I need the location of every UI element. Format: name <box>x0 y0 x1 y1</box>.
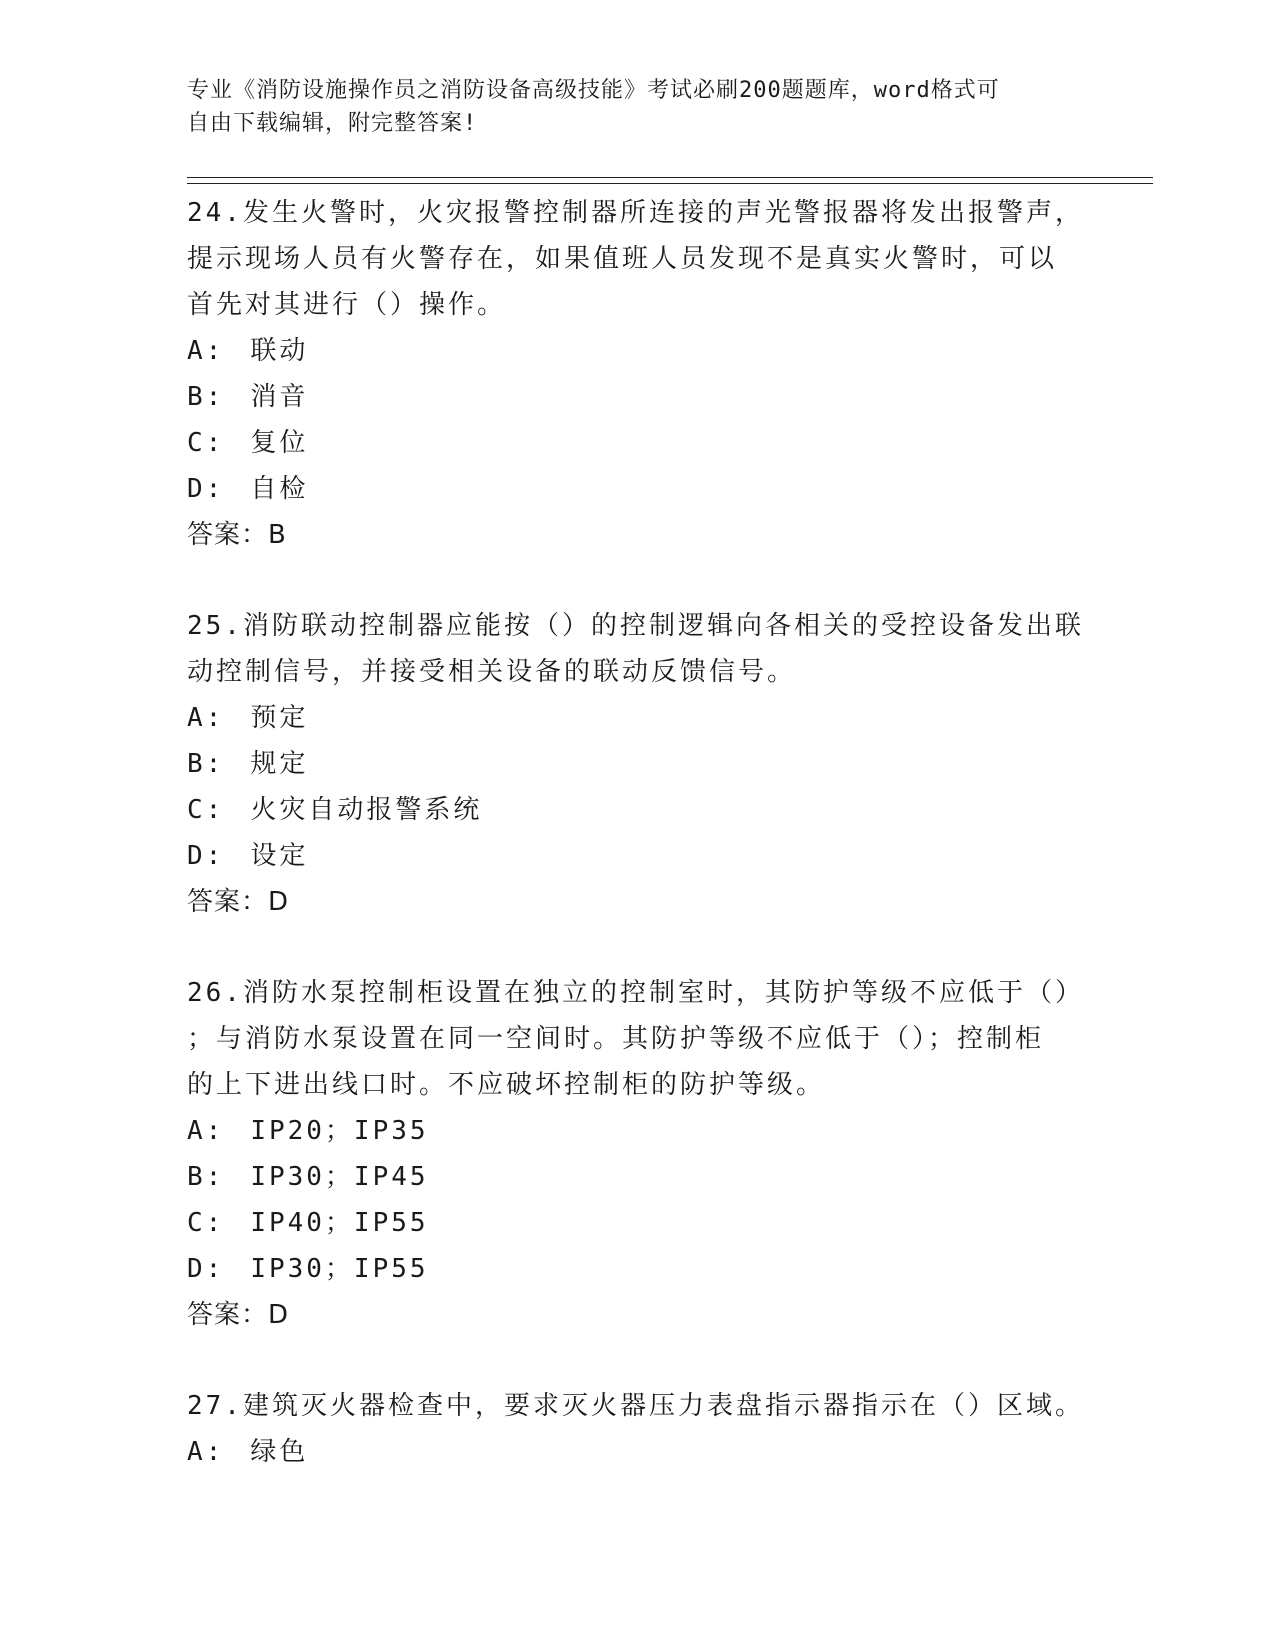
answer-line: 答案：B <box>187 520 287 550</box>
option-key: B: <box>187 749 225 779</box>
question-stem-line: 动控制信号，并接受相关设备的联动反馈信号。 <box>187 657 797 687</box>
question-stem-line: 27.建筑灭火器检查中，要求灭火器压力表盘指示器指示在（）区域。 <box>187 1391 1084 1421</box>
option-text: 绿色 <box>250 1437 309 1467</box>
question-stem-line: ；与消防水泵设置在同一空间时。其防护等级不应低于（）；控制柜 <box>187 1024 1045 1054</box>
option-text: 自检 <box>250 474 309 504</box>
option-text: IP20；IP35 <box>250 1116 429 1146</box>
option-text: 规定 <box>250 749 309 779</box>
option-c <box>187 420 1087 466</box>
question-stem-line: 的上下进出线口时。不应破坏控制柜的防护等级。 <box>187 1070 826 1100</box>
option-key: C: <box>187 428 225 458</box>
option-a <box>187 1429 1087 1475</box>
option-key: D: <box>187 474 225 504</box>
option-text: 消音 <box>250 382 309 412</box>
question-list <box>187 190 1087 1475</box>
header-divider-bottom <box>187 183 1153 184</box>
option-text: IP30；IP55 <box>250 1254 429 1284</box>
header-line-2: 自由下载编辑，附完整答案! <box>187 111 478 136</box>
option-a <box>187 695 1087 741</box>
option-key: C: <box>187 795 225 825</box>
option-key: A: <box>187 703 225 733</box>
option-key: B: <box>187 382 225 412</box>
question-24 <box>187 190 1087 558</box>
question-stem-line: 提示现场人员有火警存在，如果值班人员发现不是真实火警时，可以 <box>187 244 1058 274</box>
question-stem-line: 26.消防水泵控制柜设置在独立的控制室时，其防护等级不应低于（） <box>187 978 1084 1008</box>
question-stem-line: 首先对其进行（）操作。 <box>187 290 507 320</box>
option-text: 设定 <box>250 841 309 871</box>
question-stem-line: 24.发生火警时，火灾报警控制器所连接的声光警报器将发出报警声， <box>187 198 1084 228</box>
option-a <box>187 328 1087 374</box>
option-b <box>187 1154 1087 1200</box>
option-key: D: <box>187 841 225 871</box>
document-header <box>187 74 1087 140</box>
option-text: 复位 <box>250 428 309 458</box>
header-line-1: 专业《消防设施操作员之消防设备高级技能》考试必刷200题题库，word格式可 <box>187 78 1000 103</box>
option-text: 联动 <box>250 336 309 366</box>
option-b <box>187 374 1087 420</box>
option-key: A: <box>187 1437 225 1467</box>
option-a <box>187 1108 1087 1154</box>
option-d <box>187 833 1087 879</box>
question-26 <box>187 970 1087 1338</box>
option-d <box>187 466 1087 512</box>
option-d <box>187 1246 1087 1292</box>
option-key: A: <box>187 336 225 366</box>
option-text: IP40；IP55 <box>250 1208 429 1238</box>
question-25 <box>187 603 1087 925</box>
option-key: D: <box>187 1254 225 1284</box>
option-b <box>187 741 1087 787</box>
answer-line: 答案：D <box>187 887 290 917</box>
option-text: 火灾自动报警系统 <box>250 795 483 825</box>
option-c <box>187 1200 1087 1246</box>
answer-line: 答案：D <box>187 1300 290 1330</box>
option-c <box>187 787 1087 833</box>
question-27 <box>187 1383 1087 1475</box>
question-stem-line: 25.消防联动控制器应能按（）的控制逻辑向各相关的受控设备发出联 <box>187 611 1084 641</box>
option-text: 预定 <box>250 703 309 733</box>
option-key: B: <box>187 1162 225 1192</box>
option-key: A: <box>187 1116 225 1146</box>
option-text: IP30；IP45 <box>250 1162 429 1192</box>
header-divider-top <box>187 177 1153 178</box>
option-key: C: <box>187 1208 225 1238</box>
